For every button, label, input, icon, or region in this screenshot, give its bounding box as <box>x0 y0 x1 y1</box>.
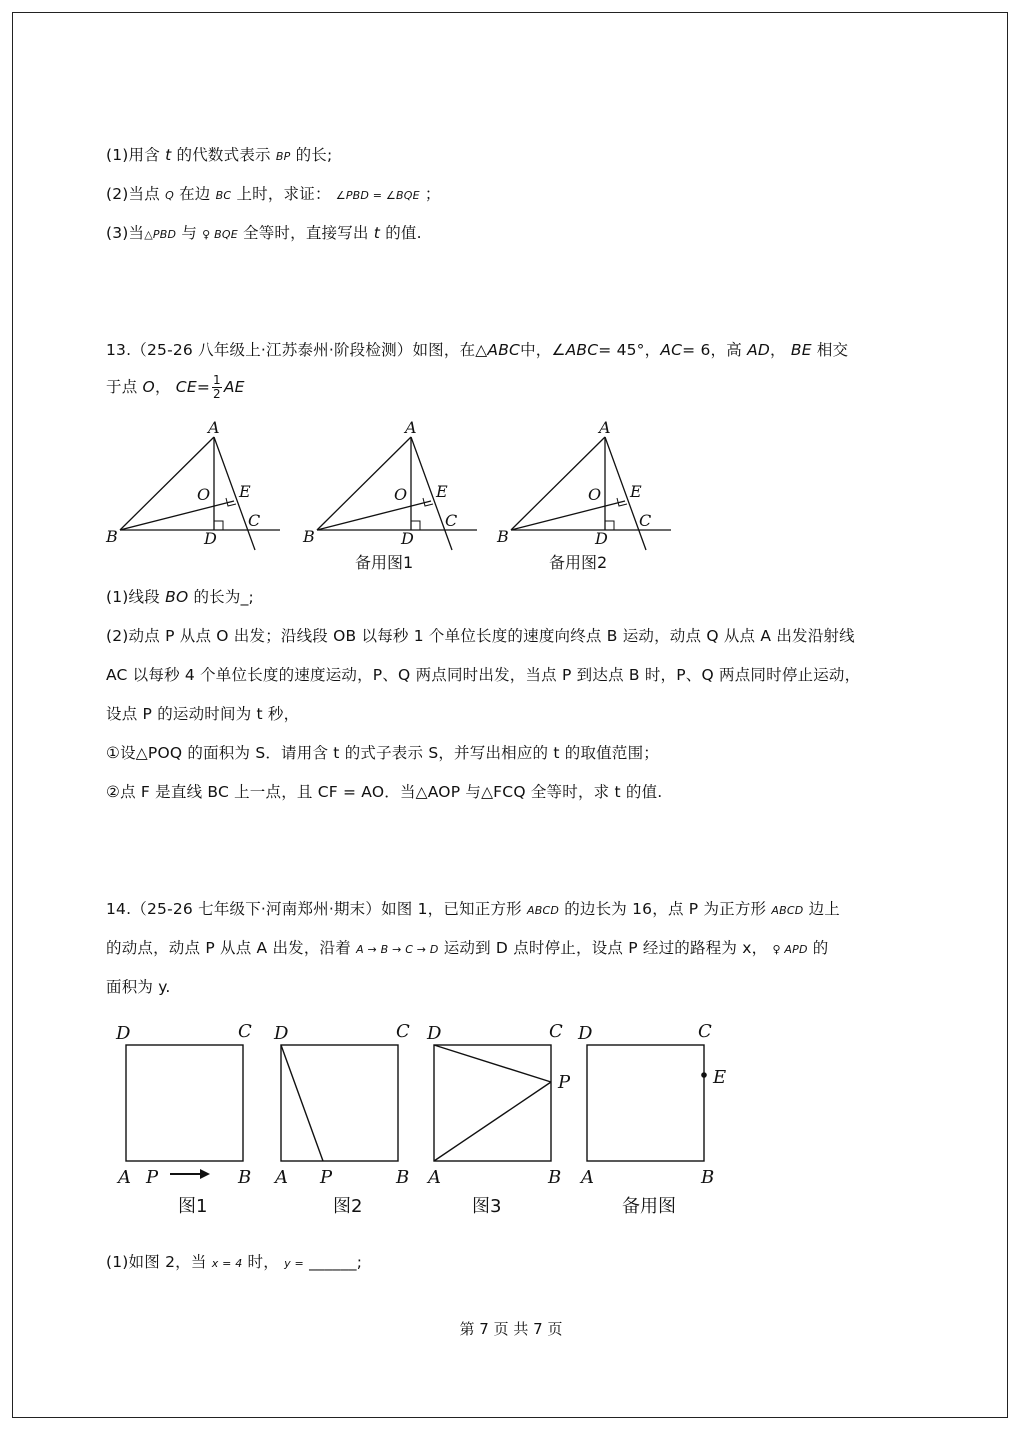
p13-q2-line1: (2)动点 P 从点 O 出发；沿线段 OB 以每秒 1 个单位长度的速度向终点 B 运动，动点 Q 从点 A 出发沿射线 <box>106 627 855 645</box>
svg-text:A: A <box>405 418 417 437</box>
caption-fig-1: 图1 <box>178 1196 208 1217</box>
caption-fig-3: 图3 <box>472 1196 502 1217</box>
fraction-one-half: $\frac{1}{2}$ <box>213 373 221 401</box>
prev-q1: (1)用含 t 的代数式表示 BP 的长; <box>106 146 333 164</box>
prev-q2: (2)当点 Q 在边 BC 上时，求证： ∠PBD = ∠BQE ； <box>106 185 441 203</box>
label-A: A <box>208 418 220 437</box>
svg-text:B: B <box>548 1167 562 1188</box>
point-E <box>701 1072 707 1078</box>
caption-fig-backup: 备用图 <box>622 1196 676 1217</box>
svg-text:D: D <box>595 529 608 548</box>
label-B: B <box>106 527 118 546</box>
p13-q2-line2: AC 以每秒 4 个单位长度的速度运动，P、Q 两点同时出发，当点 P 到达点 B 时，P、Q 两点同时停止运动， <box>106 666 861 684</box>
svg-text:A: A <box>581 1167 594 1188</box>
caption-backup-1: 备用图1 <box>355 553 414 572</box>
svg-text:D: D <box>274 1023 289 1044</box>
svg-text:D: D <box>427 1023 442 1044</box>
p13-q2-sub2: ②点 F 是直线 BC 上一点，且 CF = AO．当△AOP 与△FCQ 全等时，求 t 的值. <box>106 783 663 801</box>
page-footer: 第 7 页 共 7 页 <box>459 1320 563 1338</box>
p14-q1: (1)如图 2，当 x = 4 时， y = ______; <box>106 1253 363 1271</box>
p13-figures <box>100 415 700 580</box>
svg-text:P: P <box>146 1167 159 1188</box>
p14-figure-3 <box>426 1021 571 1217</box>
svg-text:C: C <box>445 511 458 530</box>
svg-text:C: C <box>549 1021 563 1042</box>
svg-text:A: A <box>599 418 611 437</box>
label-E: E <box>239 482 251 501</box>
svg-text:P: P <box>558 1072 571 1093</box>
p14-line3: 面积为 y. <box>106 978 171 996</box>
p13-q1: (1)线段 BO 的长为_; <box>106 588 254 606</box>
svg-text:O: O <box>394 485 408 504</box>
svg-text:A: A <box>428 1167 441 1188</box>
caption-backup-2: 备用图2 <box>549 553 608 572</box>
p14-figure-backup <box>577 1021 726 1217</box>
p14-figure-2 <box>273 1021 410 1217</box>
p13-figure-backup-1 <box>302 418 477 572</box>
svg-text:C: C <box>698 1021 712 1042</box>
p13-figure-backup-2 <box>496 418 671 572</box>
svg-text:D: D <box>578 1023 593 1044</box>
p13-figure-main <box>105 418 280 550</box>
svg-text:E: E <box>630 482 642 501</box>
svg-text:A: A <box>275 1167 288 1188</box>
prev-q3: (3)当△PBD 与 ♀ BQE 全等时，直接写出 t 的值. <box>106 224 422 242</box>
svg-text:B: B <box>396 1167 410 1188</box>
svg-text:C: C <box>396 1021 410 1042</box>
svg-text:D: D <box>401 529 414 548</box>
p13-line2: 于点 O， CE= $\frac{1}{2}$ AE <box>106 373 245 401</box>
svg-text:B: B <box>497 527 509 546</box>
svg-text:B: B <box>238 1167 252 1188</box>
p14-figures <box>100 1015 760 1225</box>
p14-line1: 14.（25-26 七年级下·河南郑州·期末）如图 1，已知正方形 ABCD 的边长为 16，点 P 为正方形 ABCD 边上 <box>106 900 840 918</box>
p13-q2-line3: 设点 P 的运动时间为 t 秒， <box>106 705 300 723</box>
label-O: O <box>197 485 211 504</box>
svg-text:B: B <box>701 1167 715 1188</box>
svg-text:E: E <box>713 1067 727 1088</box>
svg-text:P: P <box>320 1167 333 1188</box>
svg-text:A: A <box>118 1167 131 1188</box>
svg-text:C: C <box>639 511 652 530</box>
svg-text:E: E <box>436 482 448 501</box>
svg-text:C: C <box>238 1021 252 1042</box>
p14-line2: 的动点，动点 P 从点 A 出发，沿着 A → B → C → D 运动到 D 点时停止，设点 P 经过的路程为 x， ♀ APD 的 <box>106 939 829 957</box>
p13-line1: 13.（25-26 八年级上·江苏泰州·阶段检测）如图，在△ABC中，∠ABC= 45°，AC= 6，高 AD， BE 相交 <box>106 341 849 359</box>
p13-q2-sub1: ①设△POQ 的面积为 S．请用含 t 的式子表示 S，并写出相应的 t 的取值范围； <box>106 744 659 762</box>
svg-text:B: B <box>303 527 315 546</box>
p14-figure-1 <box>115 1021 252 1217</box>
svg-text:O: O <box>588 485 602 504</box>
caption-fig-2: 图2 <box>333 1196 363 1217</box>
label-D: D <box>204 529 217 548</box>
label-C: C <box>248 511 261 530</box>
svg-text:D: D <box>116 1023 131 1044</box>
arrow-icon <box>200 1169 210 1179</box>
